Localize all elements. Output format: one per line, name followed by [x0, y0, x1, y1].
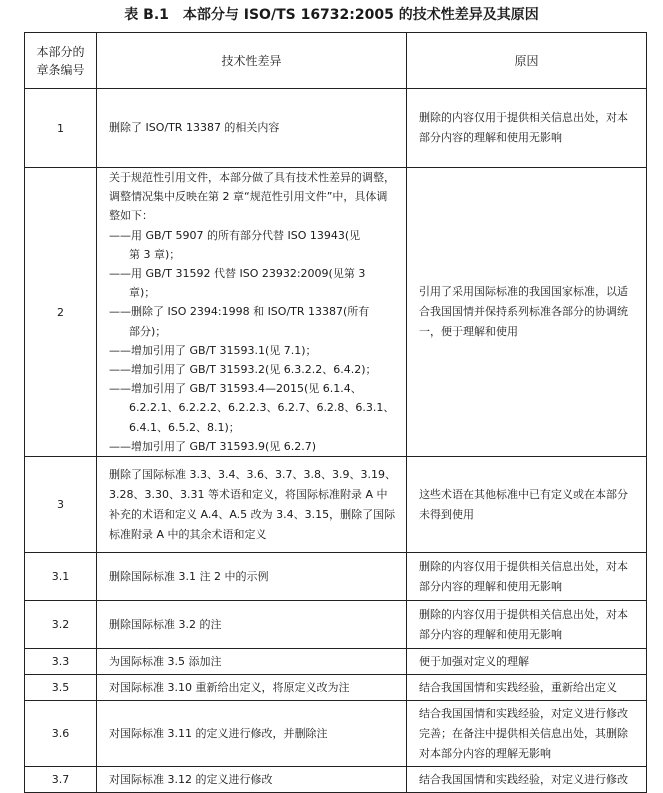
- technical-difference: 对国际标准 3.10 重新给出定义，将原定义改为注: [97, 675, 407, 701]
- technical-difference: 删除了国际标准 3.3、3.4、3.6、3.7、3.8、3.9、3.19、3.28、3.30、3.31 等术语和定义，将国际标准附录 A 中补充的术语和定义 A.4、A.5 改为 3.4、3.15，删除了国际标准附录 A 中的其余术语和定义: [97, 457, 407, 553]
- reason: 结合我国国情和实践经验，对定义进行修改完善；在备注中提供相关信息出处，其删除对本部分内容的理解无影响: [407, 701, 647, 767]
- header-technical-difference: 技术性差异: [97, 33, 407, 89]
- table-header-row: [25, 33, 647, 89]
- clause-number: 3.1: [25, 553, 97, 601]
- header-clause-number: 本部分的 章条编号: [25, 33, 97, 89]
- table-row: [25, 767, 647, 793]
- clause-number: 3.6: [25, 701, 97, 767]
- table-row: [25, 601, 647, 649]
- reason: 结合我国国情和实践经验，重新给出定义: [407, 675, 647, 701]
- header-reason: 原因: [407, 33, 647, 89]
- reason: 便于加强对定义的理解: [407, 649, 647, 675]
- reason: 删除的内容仅用于提供相关信息出处，对本部分内容的理解和使用无影响: [407, 89, 647, 168]
- difference-item: ——增加引用了 GB/T 31593.1(见 7.1)；: [109, 343, 317, 357]
- reason: 结合我国国情和实践经验，对定义进行修改: [407, 767, 647, 793]
- table-row: [25, 89, 647, 168]
- difference-item: ——用 GB/T 31592 代替 ISO 23932:2009(见第 3 章)；: [109, 267, 366, 300]
- clause-number: 3: [25, 457, 97, 553]
- difference-item: ——用 GB/T 5907 的所有部分代替 ISO 13943(见 第 3 章)；: [109, 228, 361, 261]
- differences-table: [24, 32, 647, 793]
- technical-difference: 删除国际标准 3.1 注 2 中的示例: [97, 553, 407, 601]
- difference-item: ——增加引用了 GB/T 31593.2(见 6.3.2.2、6.4.2)；: [109, 363, 377, 377]
- technical-difference: 删除国际标准 3.2 的注: [97, 601, 407, 649]
- clause-number: 1: [25, 89, 97, 168]
- technical-difference: 对国际标准 3.12 的定义进行修改: [97, 767, 407, 793]
- reason: 这些术语在其他标准中已有定义或在本部分未得到使用: [407, 457, 647, 553]
- difference-intro: 关于规范性引用文件，本部分做了具有技术性差异的调整，调整情况集中反映在第 2 章“规范性引用文件”中，具体调整如下：: [109, 171, 395, 223]
- reason: 删除的内容仅用于提供相关信息出处，对本部分内容的理解和使用无影响: [407, 553, 647, 601]
- technical-difference: 对国际标准 3.11 的定义进行修改，并删除注: [97, 701, 407, 767]
- table-row: [25, 457, 647, 553]
- table-row: [25, 168, 647, 457]
- clause-number: 3.5: [25, 675, 97, 701]
- difference-item: ——增加引用了 GB/T 31593.9(见 6.2.7): [109, 439, 317, 453]
- table-row: [25, 649, 647, 675]
- clause-number: 3.3: [25, 649, 97, 675]
- table-row: [25, 701, 647, 767]
- technical-difference: 删除了 ISO/TR 13387 的相关内容: [97, 89, 407, 168]
- reason: 引用了采用国际标准的我国国家标准，以适合我国国情并保持系列标准各部分的协调统一，便于理解和使用: [407, 168, 647, 457]
- table-title: 表 B.1 本部分与 ISO/TS 16732:2005 的技术性差异及其原因: [124, 7, 539, 23]
- reason: 删除的内容仅用于提供相关信息出处，对本部分内容的理解和使用无影响: [407, 601, 647, 649]
- difference-item: ——删除了 ISO 2394:1998 和 ISO/TR 13387(所有 部分)；: [109, 305, 370, 338]
- clause-number: 2: [25, 168, 97, 457]
- difference-item: ——增加引用了 GB/T 31593.4—2015(见 6.1.4、 6.2.2.1、6.2.2.2、6.2.2.3、6.2.7、6.2.8、6.3.1、6.4.1、6.5.2、8.1)；: [109, 382, 395, 434]
- technical-difference: [97, 168, 407, 457]
- table-row: [25, 553, 647, 601]
- clause-number: 3.2: [25, 601, 97, 649]
- technical-difference: 为国际标准 3.5 添加注: [97, 649, 407, 675]
- clause-number: 3.7: [25, 767, 97, 793]
- table-row: [25, 675, 647, 701]
